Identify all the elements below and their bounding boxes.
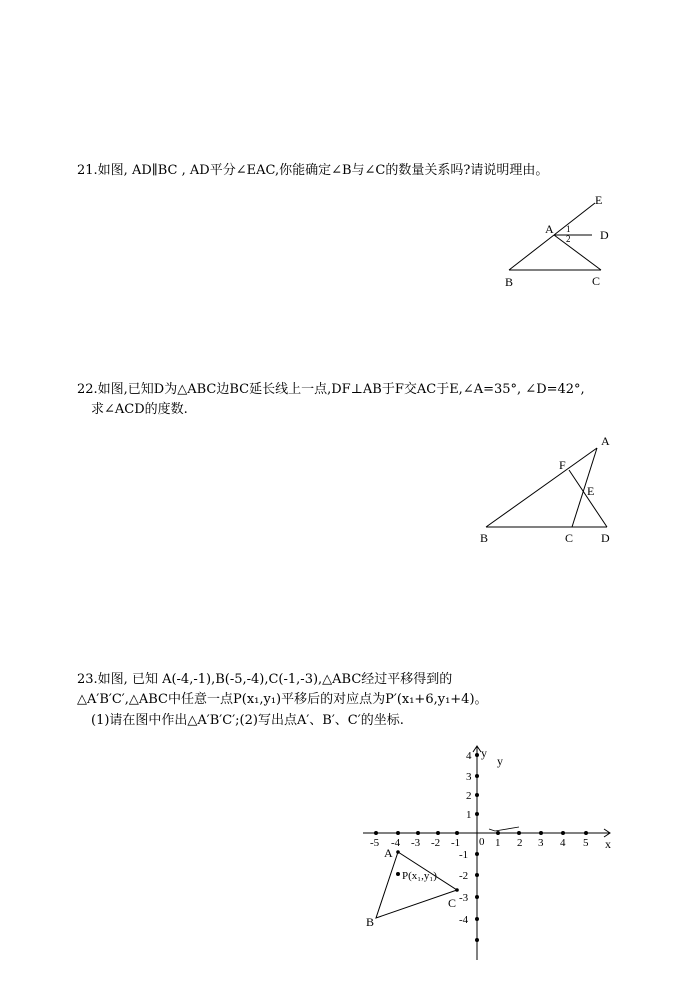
- q21-line-ae: [554, 203, 595, 235]
- q23-x-tick-label: -3: [411, 837, 421, 849]
- q23-y-tick-label: 1: [466, 809, 472, 821]
- q22-figure: [475, 430, 625, 550]
- q21-line-ba: [509, 235, 554, 270]
- q23-stray-mark: [489, 827, 519, 831]
- q23-y-tick-label: 4: [466, 750, 472, 762]
- q23-x-tick-label: -2: [431, 837, 441, 849]
- q23-x-tick-label: -4: [391, 837, 401, 849]
- q23-point-c-dot: [455, 888, 459, 892]
- q23-x-tick-label: 3: [538, 837, 544, 849]
- q21-line-ac: [554, 235, 601, 270]
- q23-label-p: P(x₁,y₁): [402, 870, 437, 882]
- q23-y-tick-label: -4: [459, 914, 469, 926]
- q21-label-b: B: [505, 275, 514, 289]
- q23-y-tick-label: 2: [466, 790, 472, 802]
- question-22-line-1: 22.如图,已知D为△ABC边BC延长线上一点,DF⊥AB于F交AC于E,∠A=35°, ∠D=42°,: [77, 382, 585, 397]
- q23-x-tick-label: 1: [495, 837, 501, 849]
- q22-label-e: E: [587, 484, 595, 498]
- q23-y-label: y: [497, 754, 503, 768]
- question-21-text: 21.如图, AD∥BC , AD平分∠EAC,你能确定∠B与∠C的数量关系吗?请说明理由。: [77, 163, 549, 178]
- q23-label-b: B: [366, 915, 375, 929]
- q23-x-tick-label: 4: [560, 837, 566, 849]
- q23-y-tick-label: -1: [459, 849, 469, 861]
- q22-label-a: A: [601, 434, 610, 448]
- q21-label-c: C: [592, 274, 601, 288]
- q23-x-label: x: [605, 837, 611, 851]
- q23-y-arrow-label: y: [481, 746, 487, 760]
- q23-label-a: A: [384, 846, 393, 860]
- q23-point-a-dot: [396, 850, 400, 854]
- q23-point-p-dot: [396, 872, 400, 876]
- q23-y-tick-label: -3: [459, 892, 469, 904]
- q23-label-c: C: [448, 896, 457, 910]
- q22-label-b: B: [480, 531, 489, 545]
- q23-x-tick-label: -1: [451, 837, 461, 849]
- q22-label-d: D: [601, 531, 610, 545]
- q22-label-f: F: [559, 458, 566, 472]
- question-23-line-1: 23.如图, 已知 A(-4,-1),B(-5,-4),C(-1,-3),△ABC经过平移得到的: [77, 672, 453, 687]
- question-23-line-2: △A′B′C′,△ABC中任意一点P(x₁,y₁)平移后的对应点为P′(x₁+6,y₁+4)。: [77, 692, 488, 707]
- q23-origin-label: 0: [479, 836, 485, 848]
- q22-label-c: C: [565, 531, 574, 545]
- q21-label-e: E: [595, 193, 603, 207]
- question-22-line-2: 求∠ACD的度数.: [91, 402, 188, 417]
- q23-x-tick-label: 5: [583, 837, 589, 849]
- q21-angle-1: 1: [566, 224, 571, 234]
- q23-triangle-abc: [376, 852, 457, 918]
- q23-y-tick-label: 3: [466, 771, 472, 783]
- q21-figure: [495, 190, 625, 290]
- question-23-line-3: (1)请在图中作出△A′B′C′;(2)写出点A′、B′、C′的坐标.: [91, 713, 404, 728]
- q21-label-a: A: [545, 222, 554, 236]
- q23-x-tick-label: 2: [517, 837, 523, 849]
- q23-coordinate-figure: [355, 738, 625, 968]
- q23-y-tick-label: -2: [459, 870, 469, 882]
- q21-label-d: D: [600, 228, 609, 242]
- q23-x-tick-label: -5: [370, 837, 380, 849]
- q21-angle-2: 2: [566, 234, 571, 244]
